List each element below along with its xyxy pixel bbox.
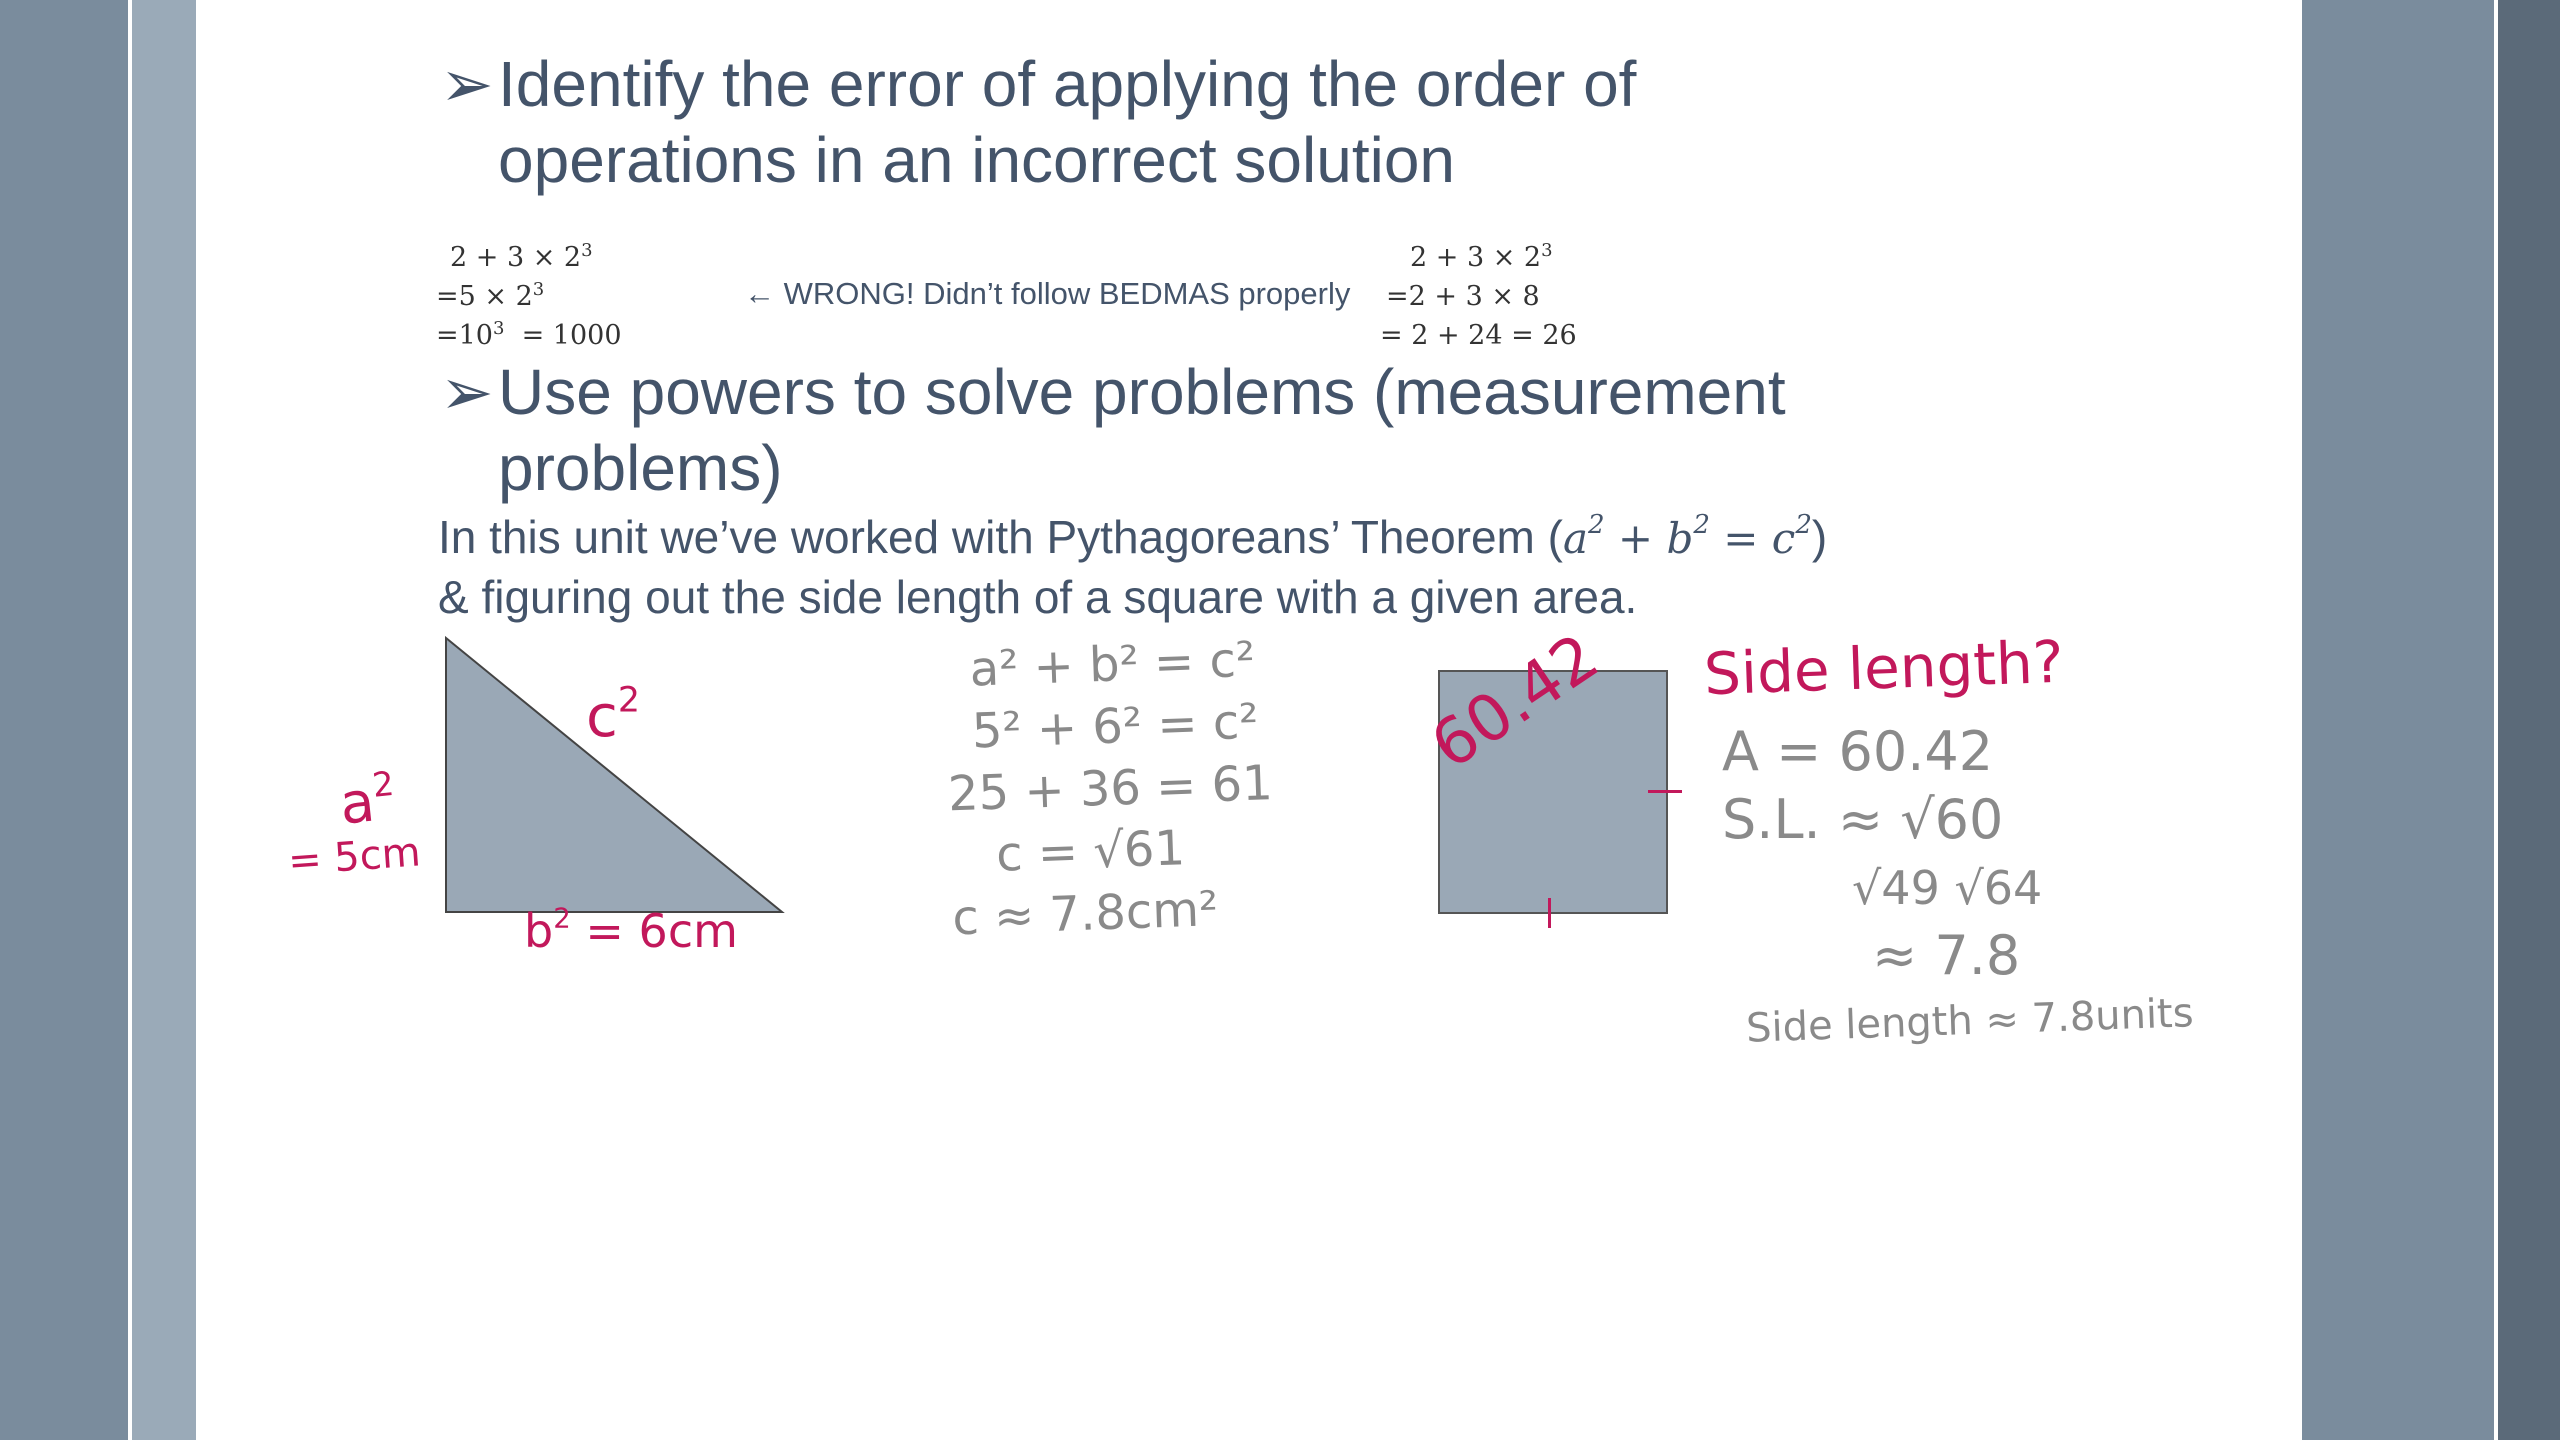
working-line-2: 5² + 6² = c² [970,693,1260,760]
square-area-label: 60.42 [1418,620,1612,784]
side-length-question: Side length? [1702,627,2065,709]
triangle-b-label: $b^2 = 6cm$ [524,901,738,958]
wrong-line-2: $=5 \times 2^3$ [436,279,545,312]
right-triangle-shape [446,638,782,912]
wrong-solution [436,238,622,355]
bullet-line-1: Use powers to solve problems (measurement [498,356,1786,428]
arrow-bullet-icon: ➢ [440,356,494,428]
side-length-answer: Side length ≈ 7.8units [1745,990,2195,1052]
correct-line-2: =2 + 3 × 8 [1386,281,1540,312]
body-line-1: In this unit we’ve worked with Pythagoreans’ Theorem $(a^2 + b^2 = c^2)$ [438,510,1828,563]
left-inner-band [132,0,196,1440]
bullet-line-2: operations in an incorrect solution [498,124,1455,196]
bullet-order-of-operations [440,46,2040,206]
right-border-band [2498,0,2560,1440]
arrow-bullet-icon: ➢ [440,48,494,120]
sqrt-estimate-line: S.L. ≈ √60 [1722,788,2004,851]
correct-line-1: $2 + 3 \times 2^3$ [1410,240,1553,273]
right-inner-band [2302,0,2494,1440]
wrong-line-3: $=10^3 = 1000$ [436,318,622,351]
bounding-roots-line: √49 √64 [1852,861,2043,915]
left-border-band [0,0,128,1440]
triangle-a-label: $a^2$ [336,763,396,838]
area-line: A = 60.42 [1722,720,1994,783]
bullet-line-1: Identify the error of applying the order of [498,48,1637,120]
pythagorean-equation: $a^2 + b^2 = c^2$ [1562,510,1812,563]
triangle-a-value: = 5cm [286,829,423,885]
right-triangle-diagram [444,634,984,934]
square-bottom-tick [1548,898,1551,928]
working-line-1: a² + b² = c² [968,631,1257,698]
working-line-3: 25 + 36 = 61 [947,755,1274,823]
working-line-5: c ≈ 7.8cm² [951,881,1220,947]
wrong-line-1: $2 + 3 \times 2^3$ [450,240,593,273]
triangle-c-label: $c^2$ [586,680,641,750]
side-length-working [1722,718,2042,990]
slide-canvas [196,0,2302,1440]
correct-solution [1380,238,1577,355]
bullet-line-2: problems) [498,432,783,504]
pythagoras-working [929,628,1278,950]
square-side-tick [1648,790,1682,793]
correct-line-3: = 2 + 24 = 26 [1380,320,1577,351]
bedmas-warning-note: ← WRONG! Didn’t follow BEDMAS properly [744,276,1351,311]
approx-value-line: ≈ 7.8 [1872,924,2021,987]
bullet-powers-problems [440,354,2040,514]
body-line-2: & figuring out the side length of a square with a given area. [438,571,1638,623]
working-line-4: c = √61 [995,820,1186,883]
body-paragraph [438,508,1827,626]
